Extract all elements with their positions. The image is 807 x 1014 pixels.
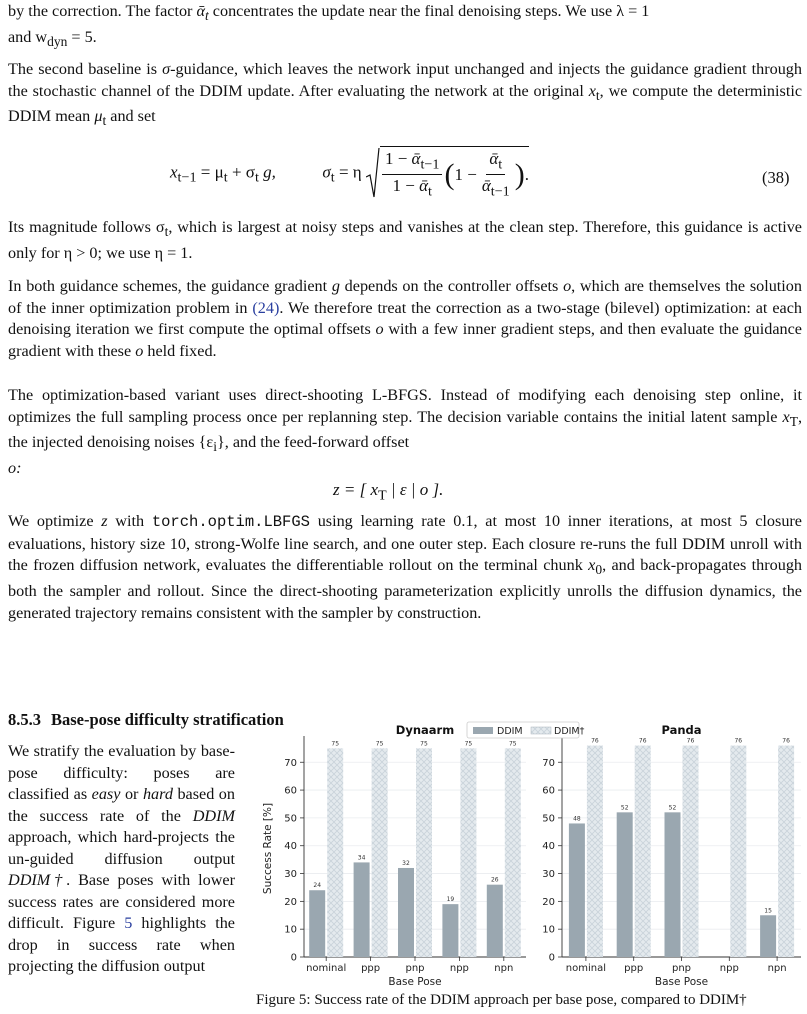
bar-ddim-npn: [487, 885, 503, 957]
para1-text-a: by the correction. The factor: [8, 2, 197, 20]
y-tick-label: 50: [542, 813, 555, 825]
bar-ddim-dag-npp: [460, 748, 476, 957]
y-tick-label: 20: [284, 896, 297, 908]
y-tick-label: 10: [284, 924, 297, 936]
bar-data-label: 24: [313, 882, 322, 890]
eq-z-sub: T: [378, 487, 387, 504]
bar-ddim-ppp: [617, 812, 633, 957]
bar-data-label: 19: [446, 896, 455, 904]
legend-swatch-ddim-dag: [531, 727, 551, 734]
bar-ddim-dag-npn: [505, 748, 521, 957]
easy-term: easy: [91, 785, 121, 803]
equation-number: (38): [762, 168, 790, 187]
w-dyn-sub: dyn: [47, 34, 68, 50]
x-tick-label: ppp: [624, 963, 644, 974]
x-axis-label: Base Pose: [654, 976, 709, 988]
eq-lhs: x: [170, 162, 178, 182]
section-heading: [8, 710, 284, 730]
bar-data-label: 75: [464, 740, 473, 748]
para4-text-a: In both guidance schemes, the guidance gradient: [8, 277, 332, 295]
y-tick-label: 30: [284, 869, 297, 881]
para5-text-a: The optimization-based variant uses direct-shooting L-BFGS. Instead of modifying each denoising step online, it optimizes the full sampling process once per replanning step. The decision variable contains the initial latent sample: [8, 386, 802, 426]
bar-ddim-nominal: [309, 890, 325, 957]
x-tick-label: nominal: [565, 963, 607, 974]
bar-data-label: 76: [734, 737, 743, 745]
figure-5-chart: [256, 720, 804, 1010]
bar-ddim-pnp: [665, 812, 681, 957]
frac-1: $\frac{1 - ᾱ_{t-1}}{1 - ᾱ_t}$: [382, 149, 443, 201]
x-tick-label: npn: [767, 963, 787, 974]
x-tick-label: npp: [449, 963, 469, 974]
bar-data-label: 75: [331, 740, 340, 748]
para5-last: o:: [8, 459, 22, 478]
bar-data-label: 75: [420, 740, 428, 748]
y-axis-label: Success Rate [%]: [262, 802, 274, 895]
figure-caption: Figure 5: Success rate of the DDIM approach per base pose, compared to DDIM†: [256, 992, 747, 1008]
x-tick-label: nominal: [306, 963, 347, 974]
zero-sub: 0: [595, 562, 603, 578]
para2-text-c: , we compute the deterministic DDIM mean: [8, 81, 803, 126]
chart-title: Panda: [661, 723, 702, 737]
eq-sigma-sub: t: [330, 169, 335, 186]
y-tick-label: 40: [284, 841, 297, 853]
para1-text-b: concentrates the update near the final denoising steps. We use λ = 1: [208, 2, 650, 20]
bar-ddim-dag-npp: [730, 746, 746, 957]
equation-ref-link[interactable]: (24): [252, 298, 280, 317]
bar-data-label: 52: [620, 804, 629, 812]
para6-text-a: We optimize: [8, 512, 102, 530]
eq-lhs-sub: t−1: [177, 169, 197, 186]
eq-z-left: z = [: [333, 480, 367, 499]
mu-sub: t: [102, 113, 107, 129]
para5-text-b: , the injected denoising noises {ε: [8, 407, 802, 452]
section-title: Base-pose difficulty stratification: [51, 710, 284, 729]
equation-38: [170, 146, 529, 201]
t-sub: t: [595, 87, 600, 103]
bar-data-label: 52: [668, 804, 677, 812]
y-tick-label: 10: [542, 924, 555, 936]
y-tick-label: 30: [542, 869, 555, 881]
eq-z-x: x: [370, 480, 378, 499]
para5-text-c: }, and the feed-forward offset: [216, 433, 410, 452]
y-tick-label: 70: [284, 757, 297, 769]
bar-data-label: 15: [764, 907, 772, 915]
sqrt-expression: $\frac{1 - ᾱ_{t-1}}{1 - ᾱ_t}$ ( 1 − $\frac{ᾱ_t}{ᾱ_{t-1}}$ ) .: [366, 146, 529, 201]
paragraph-lbfgs: [8, 385, 802, 480]
para4-text-f: held fixed.: [143, 341, 217, 360]
bar-data-label: 48: [573, 815, 581, 823]
chart-panel-dynaarm: [262, 723, 526, 988]
bar-data-label: 26: [490, 876, 499, 884]
bar-ddim-dag-ppp: [372, 748, 388, 957]
i-sub: i: [213, 439, 217, 455]
bar-data-label: 34: [357, 854, 366, 862]
bar-ddim-dag-nominal: [327, 748, 343, 957]
eq-rhs1-sub: t: [223, 169, 228, 186]
chart-title: Dynaarm: [395, 723, 455, 737]
y-tick-label: 50: [284, 813, 297, 825]
para3-text-a: Its magnitude follows σ: [8, 218, 165, 236]
para6-text-b: with: [107, 512, 152, 530]
bar-ddim-pnp: [398, 868, 414, 957]
bar-ddim-ppp: [354, 862, 370, 957]
bar-data-label: 76: [591, 737, 599, 745]
y-tick-label: 60: [284, 785, 297, 797]
bar-ddim-nominal: [569, 823, 585, 957]
y-tick-label: 60: [542, 785, 555, 797]
chart-panel-panda: [542, 723, 801, 988]
eq-rhs2: + σ: [227, 162, 255, 182]
x-tick-label: pnp: [405, 963, 425, 974]
equation-z: [333, 480, 443, 504]
code-lbfgs: torch.optim.LBFGS: [151, 513, 310, 531]
bar-ddim-dag-nominal: [587, 746, 603, 957]
T-sub: T: [789, 413, 798, 429]
side-text-f: highlights the drop in success rate when projecting the diffusion output: [8, 914, 235, 975]
eq-z-rest: | ε | o ].: [386, 480, 444, 499]
side-paragraph: [8, 741, 235, 978]
ddim-dag-term: DDIM†: [8, 871, 67, 889]
sqrt-sign-icon: [366, 147, 380, 199]
section-number: 8.5.3: [8, 710, 41, 729]
o-symbol-3: o: [135, 341, 144, 360]
bar-data-label: 76: [782, 737, 790, 745]
paragraph-sigma-guidance: [8, 59, 802, 132]
sigma-symbol: σ: [162, 60, 171, 78]
figure-ref-link[interactable]: 5: [124, 914, 133, 932]
eq-rhs1: = μ: [196, 162, 224, 182]
side-text-c: based on the success rate of the: [8, 785, 235, 825]
side-text-e: . Base poses with lower success rates are considered more difficult. Figure: [8, 871, 235, 932]
x-tick-label: npp: [719, 963, 739, 974]
bar-ddim-dag-pnp: [416, 748, 432, 957]
legend-label-ddim-dag: DDIM†: [554, 726, 585, 737]
paragraph-intro: [8, 1, 802, 53]
legend-swatch-ddim: [473, 727, 493, 734]
bar-ddim-npn: [760, 915, 776, 957]
para4-text-c: , which are themselves the solution of the inner optimization problem in: [8, 277, 802, 317]
x-tick-label: npn: [494, 963, 514, 974]
hard-term: hard: [142, 785, 173, 803]
alpha-bar: ᾱ: [196, 2, 205, 20]
x-tick-label: ppp: [361, 963, 381, 974]
para2-text-b: -guidance, which leaves the network input unchanged and injects the guidance gradient through the stochastic channel of the DDIM update. After evaluating the network at the original: [8, 60, 802, 100]
eq-sigma: σ: [322, 162, 331, 182]
o-symbol: o: [563, 277, 572, 295]
paragraph-bilevel: [8, 276, 802, 362]
eq-eta: = η: [334, 162, 362, 182]
bar-data-label: 75: [375, 740, 384, 748]
para3-sub: t: [164, 224, 169, 240]
side-text-b: or: [120, 785, 143, 803]
x-tick-label: pnp: [671, 963, 692, 974]
para4-text-b: depends on the controller offsets: [339, 277, 564, 295]
x-axis-label: Base Pose: [388, 976, 442, 988]
para4-text-e: with a few inner gradient steps, and then evaluate the guidance gradient with these: [8, 320, 802, 360]
bar-data-label: 76: [638, 737, 647, 745]
paragraph-magnitude: [8, 217, 802, 264]
y-tick-label: 70: [542, 757, 555, 769]
y-tick-label: 40: [542, 841, 555, 853]
bar-data-label: 32: [402, 859, 410, 867]
chart-legend: [467, 722, 585, 738]
x-symbol: x: [588, 81, 596, 100]
bar-ddim-dag-pnp: [683, 746, 699, 957]
x0-symbol: x: [588, 556, 596, 575]
z-symbol: z: [101, 512, 108, 530]
mu-symbol: μ: [94, 107, 103, 126]
para1-line2: and w: [8, 27, 48, 46]
xT-symbol: x: [782, 407, 790, 426]
para6-text-d: , and back-propagates through both the sampler and rollout. Since the direct-shooting parameterization explicitly unrolls the diffusion dynamics, the generated trajectory remains consistent with the sampler by construction.: [8, 556, 803, 622]
eq-rhs3: g,: [258, 162, 276, 182]
alpha-sub: t: [204, 8, 209, 24]
y-tick-label: 0: [290, 952, 297, 964]
para2-text-d: and set: [106, 107, 156, 126]
o-symbol-2: o: [375, 320, 384, 339]
y-tick-label: 20: [542, 896, 555, 908]
para6-text-c: using learning rate 0.1, at most 10 inner iterations, at most 5 closure evaluations, history size 10, strong-Wolfe line search, and one outer step. Each closure re-runs the full DDIM unroll with the frozen diffusion network, evaluates the differentiable rollout on the terminal chunk: [8, 512, 802, 575]
y-tick-label: 0: [548, 952, 555, 964]
para2-text-a: The second baseline is: [8, 60, 163, 78]
legend-label-ddim: DDIM: [497, 726, 523, 737]
frac-2: $\frac{ᾱ_t}{ᾱ_{t-1}}$: [481, 149, 510, 200]
bar-data-label: 75: [508, 740, 517, 748]
para1-line2-b: = 5.: [67, 27, 97, 46]
para4-text-d: . We therefore treat the correction as a two-stage (bilevel) optimization: at each denoising iteration we first compute the optimal offsets: [8, 298, 802, 339]
ddim-term: DDIM: [192, 806, 235, 825]
bar-ddim-npp: [442, 904, 458, 957]
bar-ddim-dag-npn: [778, 746, 794, 957]
bar-data-label: 76: [686, 737, 695, 745]
bar-ddim-dag-ppp: [635, 746, 651, 957]
side-text-d: approach, which hard-projects the un-guided diffusion output: [8, 828, 235, 868]
g-symbol: g: [331, 277, 340, 295]
bar-chart-svg: [256, 720, 804, 992]
paragraph-optimize: [8, 511, 802, 624]
para3-text-b: , which is largest at noisy steps and vanishes at the clean step. Therefore, this guidance is active only for η > 0; we use η = 1.: [8, 218, 802, 262]
side-text-a: We stratify the evaluation by base-pose difficulty: poses are classified as: [8, 742, 235, 803]
eq-rhs2-sub: t: [254, 169, 259, 186]
